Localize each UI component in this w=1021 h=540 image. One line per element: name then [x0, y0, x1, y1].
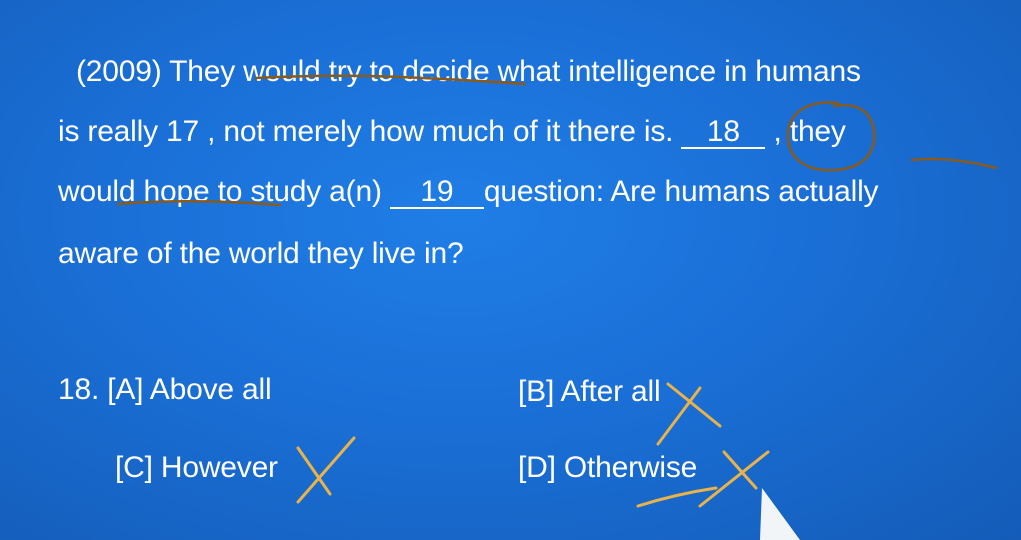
cross-mark-after-all: [658, 384, 720, 444]
passage-line-2-tail: , they: [773, 115, 846, 148]
passage-line-4: aware of the world they live in?: [58, 237, 464, 270]
stylus-icon: [760, 488, 800, 540]
blank-19: 19: [390, 177, 484, 209]
option-d: [D] Otherwise: [518, 451, 698, 484]
underline-otherwise: [638, 488, 716, 506]
option-c: [C] However: [115, 451, 278, 484]
cross-mark-however: [298, 438, 354, 502]
passage-line-2-text: is really 17 , not merely how much of it there is.: [58, 115, 674, 148]
blank-18: 18: [681, 117, 765, 149]
passage-line-2: [58, 114, 846, 150]
option-a: 18. [A] Above all: [58, 373, 272, 406]
underline-they: [912, 159, 996, 168]
passage-line-3-text: would hope to study a(n): [58, 175, 382, 208]
option-b: [B] After all: [518, 375, 661, 408]
cross-mark-otherwise: [700, 452, 768, 506]
passage-line-1: (2009) They would try to decide what intelligence in humans: [76, 55, 861, 88]
passage-line-3-tail: question: Are humans actually: [483, 175, 879, 208]
passage-line-3: [58, 174, 878, 210]
